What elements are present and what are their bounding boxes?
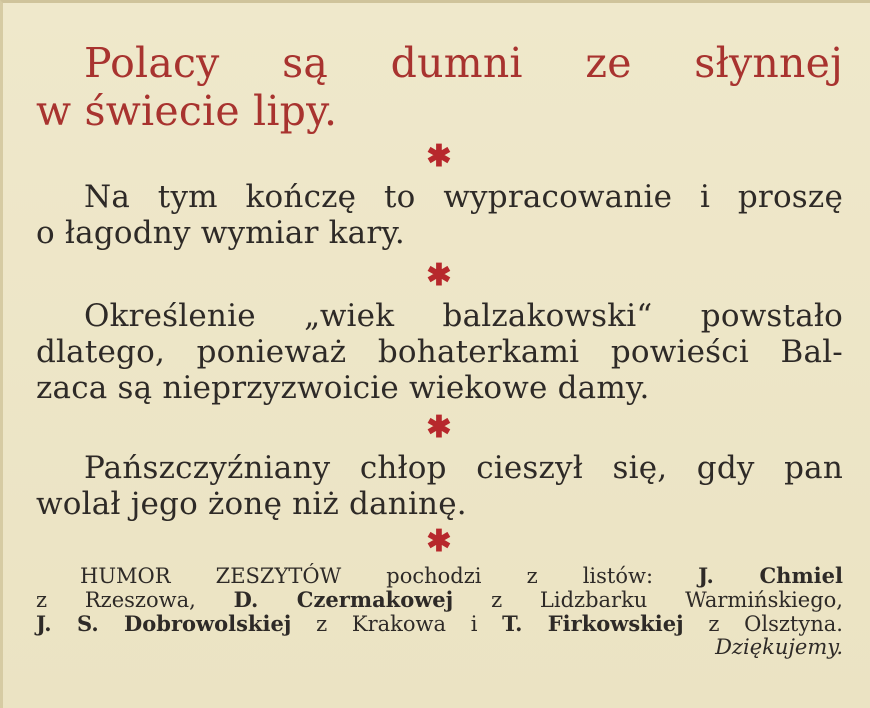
contributor-name: D. Czermakowej [233, 587, 454, 612]
asterisk-separator-icon: ✱ [426, 524, 452, 559]
contributor-town: z Rzeszowa, [36, 588, 196, 612]
contributor-town: z Lidzbarku Warmińskiego, [491, 588, 843, 612]
asterisk-separator-icon: ✱ [426, 258, 452, 293]
joke-2-line-1: Określenie „wiek balzakowski“ powstało [84, 298, 843, 334]
thanks-note: Dziękujemy. [715, 635, 843, 659]
joke-3-line-2: wolał jego żonę niż daninę. [36, 486, 467, 522]
contributor-town: z Krakowa i [316, 612, 478, 636]
joke-1-line-2: o łagodny wymiar kary. [36, 215, 405, 251]
asterisk-separator-icon: ✱ [426, 139, 452, 174]
contributor-name: J. S. Dobrowolskiej [36, 611, 292, 636]
credits-line-2 [36, 588, 843, 612]
credits-intro: HUMOR ZESZYTÓW pochodzi z listów: [80, 564, 654, 588]
joke-1-line-1: Na tym kończę to wypracowanie i proszę [84, 179, 843, 215]
headline-line-1: Polacy są dumni ze słynnej [84, 39, 843, 87]
asterisk-separator-icon: ✱ [426, 410, 452, 445]
contributor-name: J. Chmiel [698, 563, 843, 588]
headline-joke [36, 39, 843, 135]
credits-line-1 [36, 564, 843, 588]
joke-2-line-2: dlatego, ponieważ bohaterkami powieści Bal- [36, 334, 843, 370]
credits-line-3 [36, 612, 843, 636]
joke-paragraph-3 [36, 450, 843, 522]
contributor-town: z Olsztyna. [708, 612, 843, 636]
contributor-name: T. Firkowskiej [502, 611, 684, 636]
credits-note [36, 564, 843, 659]
joke-paragraph-2 [36, 298, 843, 406]
joke-paragraph-1 [36, 179, 843, 251]
joke-2-line-3: zaca są nieprzyzwoicie wiekowe damy. [36, 370, 650, 406]
joke-3-line-1: Pańszczyźniany chłop cieszył się, gdy pan [84, 450, 843, 486]
headline-line-2: w świecie lipy. [36, 87, 338, 135]
